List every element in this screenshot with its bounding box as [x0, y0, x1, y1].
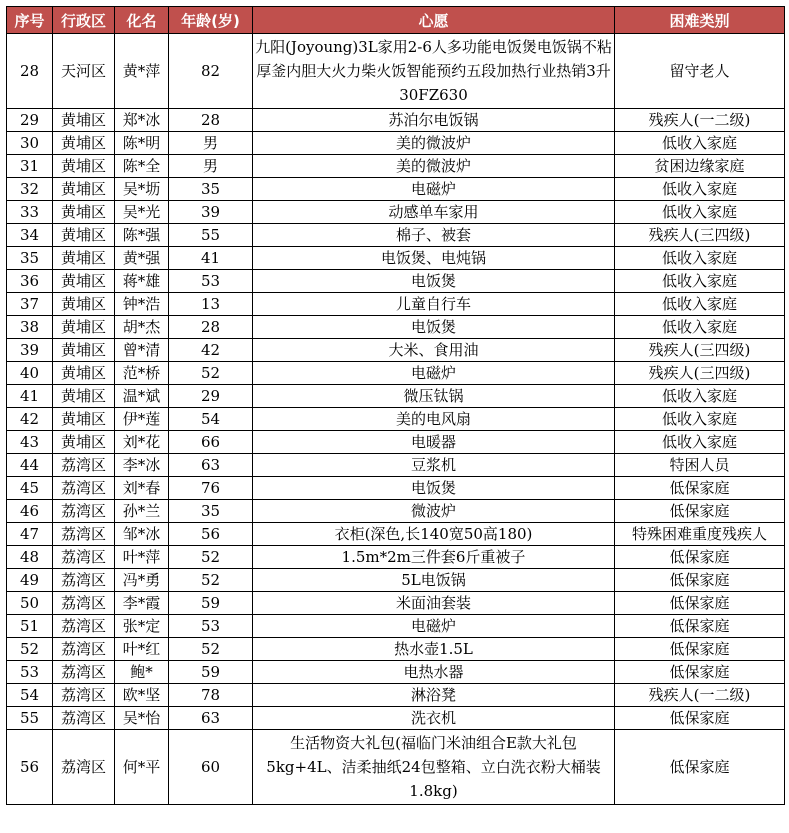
cell-age: 39 [169, 201, 253, 224]
cell-district: 荔湾区 [53, 730, 115, 805]
cell-age: 13 [169, 293, 253, 316]
cell-district: 荔湾区 [53, 500, 115, 523]
header-name: 化名 [115, 7, 169, 34]
table-row [7, 34, 785, 109]
cell-wish: 洗衣机 [253, 707, 615, 730]
cell-age: 男 [169, 132, 253, 155]
cell-age: 56 [169, 523, 253, 546]
cell-wish: 电磁炉 [253, 362, 615, 385]
table-row [7, 293, 785, 316]
cell-category: 低保家庭 [615, 661, 785, 684]
cell-wish: 1.5m*2m三件套6斤重被子 [253, 546, 615, 569]
cell-index: 35 [7, 247, 53, 270]
cell-wish: 电饭煲 [253, 477, 615, 500]
cell-district: 黄埔区 [53, 155, 115, 178]
cell-wish: 美的微波炉 [253, 132, 615, 155]
cell-district: 荔湾区 [53, 707, 115, 730]
table-row [7, 477, 785, 500]
cell-age: 35 [169, 500, 253, 523]
cell-name: 张*定 [115, 615, 169, 638]
cell-wish: 微波炉 [253, 500, 615, 523]
cell-district: 荔湾区 [53, 592, 115, 615]
cell-name: 黄*萍 [115, 34, 169, 109]
cell-wish: 动感单车家用 [253, 201, 615, 224]
cell-name: 蒋*雄 [115, 270, 169, 293]
cell-district: 黄埔区 [53, 247, 115, 270]
cell-name: 冯*勇 [115, 569, 169, 592]
cell-name: 欧*坚 [115, 684, 169, 707]
cell-name: 李*冰 [115, 454, 169, 477]
cell-wish: 电磁炉 [253, 178, 615, 201]
cell-category: 低收入家庭 [615, 385, 785, 408]
cell-index: 38 [7, 316, 53, 339]
table-row [7, 270, 785, 293]
table-row [7, 385, 785, 408]
cell-wish: 美的电风扇 [253, 408, 615, 431]
cell-category: 留守老人 [615, 34, 785, 109]
cell-age: 82 [169, 34, 253, 109]
table-row [7, 569, 785, 592]
table-body [7, 34, 785, 805]
table-row [7, 155, 785, 178]
cell-wish: 电饭煲 [253, 316, 615, 339]
cell-age: 76 [169, 477, 253, 500]
cell-district: 黄埔区 [53, 224, 115, 247]
cell-name: 陈*全 [115, 155, 169, 178]
table-row [7, 730, 785, 805]
table-row [7, 454, 785, 477]
cell-age: 63 [169, 454, 253, 477]
cell-wish: 电饭煲 [253, 270, 615, 293]
cell-wish: 淋浴凳 [253, 684, 615, 707]
cell-index: 40 [7, 362, 53, 385]
cell-district: 荔湾区 [53, 477, 115, 500]
cell-category: 低收入家庭 [615, 408, 785, 431]
cell-age: 52 [169, 569, 253, 592]
cell-index: 44 [7, 454, 53, 477]
cell-name: 温*斌 [115, 385, 169, 408]
cell-district: 荔湾区 [53, 684, 115, 707]
cell-district: 荔湾区 [53, 615, 115, 638]
table-row [7, 247, 785, 270]
header-age: 年龄(岁) [169, 7, 253, 34]
cell-wish: 电暖器 [253, 431, 615, 454]
cell-name: 何*平 [115, 730, 169, 805]
cell-category: 低保家庭 [615, 546, 785, 569]
cell-name: 吴*怡 [115, 707, 169, 730]
cell-age: 男 [169, 155, 253, 178]
cell-district: 荔湾区 [53, 638, 115, 661]
cell-age: 53 [169, 270, 253, 293]
cell-age: 60 [169, 730, 253, 805]
cell-index: 36 [7, 270, 53, 293]
cell-name: 伊*莲 [115, 408, 169, 431]
cell-wish: 米面油套装 [253, 592, 615, 615]
cell-category: 残疾人(三四级) [615, 362, 785, 385]
cell-wish: 电磁炉 [253, 615, 615, 638]
cell-name: 陈*明 [115, 132, 169, 155]
table-row [7, 592, 785, 615]
cell-index: 49 [7, 569, 53, 592]
cell-wish: 热水壶1.5L [253, 638, 615, 661]
cell-wish: 大米、食用油 [253, 339, 615, 362]
cell-district: 黄埔区 [53, 316, 115, 339]
cell-index: 51 [7, 615, 53, 638]
cell-wish: 棉子、被套 [253, 224, 615, 247]
cell-age: 59 [169, 592, 253, 615]
cell-category: 残疾人(一二级) [615, 684, 785, 707]
cell-wish: 儿童自行车 [253, 293, 615, 316]
cell-name: 范*桥 [115, 362, 169, 385]
cell-wish: 九阳(Joyoung)3L家用2-6人多功能电饭煲电饭锅不粘厚釜内胆大火力柴火饭智能预约五段加热行业热销3升30FZ630 [253, 34, 615, 109]
header-district: 行政区 [53, 7, 115, 34]
cell-age: 35 [169, 178, 253, 201]
cell-category: 低收入家庭 [615, 316, 785, 339]
cell-name: 邹*冰 [115, 523, 169, 546]
cell-district: 荔湾区 [53, 661, 115, 684]
table-row [7, 638, 785, 661]
table-row [7, 707, 785, 730]
cell-age: 59 [169, 661, 253, 684]
cell-name: 曾*清 [115, 339, 169, 362]
cell-index: 45 [7, 477, 53, 500]
header-category: 困难类别 [615, 7, 785, 34]
cell-wish: 衣柜(深色,长140宽50高180) [253, 523, 615, 546]
cell-name: 钟*浩 [115, 293, 169, 316]
table-row [7, 408, 785, 431]
cell-category: 贫困边缘家庭 [615, 155, 785, 178]
cell-category: 特殊困难重度残疾人 [615, 523, 785, 546]
cell-index: 30 [7, 132, 53, 155]
cell-age: 29 [169, 385, 253, 408]
cell-name: 郑*冰 [115, 109, 169, 132]
cell-category: 低保家庭 [615, 500, 785, 523]
cell-wish: 生活物资大礼包(福临门米油组合E款大礼包5kg+4L、洁柔抽纸24包整箱、立白洗衣粉大桶装1.8kg) [253, 730, 615, 805]
cell-wish: 微压钛锅 [253, 385, 615, 408]
cell-age: 52 [169, 638, 253, 661]
cell-index: 46 [7, 500, 53, 523]
header-row [7, 7, 785, 34]
cell-index: 50 [7, 592, 53, 615]
cell-district: 黄埔区 [53, 408, 115, 431]
cell-category: 低收入家庭 [615, 270, 785, 293]
cell-index: 56 [7, 730, 53, 805]
cell-district: 天河区 [53, 34, 115, 109]
cell-name: 吴*光 [115, 201, 169, 224]
cell-age: 54 [169, 408, 253, 431]
cell-wish: 美的微波炉 [253, 155, 615, 178]
cell-age: 41 [169, 247, 253, 270]
table-row [7, 362, 785, 385]
cell-index: 42 [7, 408, 53, 431]
cell-age: 42 [169, 339, 253, 362]
cell-category: 低保家庭 [615, 638, 785, 661]
cell-index: 32 [7, 178, 53, 201]
table-row [7, 178, 785, 201]
cell-name: 鲍* [115, 661, 169, 684]
table-row [7, 431, 785, 454]
cell-index: 52 [7, 638, 53, 661]
cell-category: 低收入家庭 [615, 247, 785, 270]
cell-district: 黄埔区 [53, 293, 115, 316]
cell-age: 52 [169, 546, 253, 569]
cell-index: 54 [7, 684, 53, 707]
cell-category: 残疾人(三四级) [615, 339, 785, 362]
cell-name: 刘*春 [115, 477, 169, 500]
cell-category: 低收入家庭 [615, 293, 785, 316]
cell-index: 43 [7, 431, 53, 454]
table-row [7, 523, 785, 546]
table-row [7, 615, 785, 638]
cell-district: 黄埔区 [53, 362, 115, 385]
cell-district: 黄埔区 [53, 178, 115, 201]
cell-district: 荔湾区 [53, 546, 115, 569]
cell-name: 叶*萍 [115, 546, 169, 569]
cell-category: 低保家庭 [615, 730, 785, 805]
cell-index: 39 [7, 339, 53, 362]
cell-district: 黄埔区 [53, 431, 115, 454]
header-index: 序号 [7, 7, 53, 34]
cell-index: 28 [7, 34, 53, 109]
cell-index: 37 [7, 293, 53, 316]
table-row [7, 201, 785, 224]
cell-category: 低保家庭 [615, 477, 785, 500]
cell-name: 刘*花 [115, 431, 169, 454]
cell-district: 黄埔区 [53, 132, 115, 155]
cell-category: 低保家庭 [615, 615, 785, 638]
cell-category: 低收入家庭 [615, 201, 785, 224]
cell-district: 黄埔区 [53, 270, 115, 293]
cell-district: 荔湾区 [53, 454, 115, 477]
cell-age: 52 [169, 362, 253, 385]
cell-wish: 电饭煲、电炖锅 [253, 247, 615, 270]
table-row [7, 661, 785, 684]
cell-age: 28 [169, 316, 253, 339]
cell-index: 31 [7, 155, 53, 178]
cell-category: 低收入家庭 [615, 178, 785, 201]
cell-name: 陈*强 [115, 224, 169, 247]
cell-district: 荔湾区 [53, 569, 115, 592]
cell-category: 低保家庭 [615, 592, 785, 615]
cell-wish: 苏泊尔电饭锅 [253, 109, 615, 132]
header-wish: 心愿 [253, 7, 615, 34]
cell-name: 黄*强 [115, 247, 169, 270]
cell-category: 特困人员 [615, 454, 785, 477]
cell-district: 黄埔区 [53, 339, 115, 362]
cell-index: 33 [7, 201, 53, 224]
table-row [7, 132, 785, 155]
table-row [7, 684, 785, 707]
cell-category: 残疾人(三四级) [615, 224, 785, 247]
cell-district: 黄埔区 [53, 109, 115, 132]
table-row [7, 500, 785, 523]
cell-age: 78 [169, 684, 253, 707]
cell-name: 叶*红 [115, 638, 169, 661]
cell-name: 吴*坜 [115, 178, 169, 201]
cell-index: 48 [7, 546, 53, 569]
table-header [7, 7, 785, 34]
cell-age: 66 [169, 431, 253, 454]
cell-age: 63 [169, 707, 253, 730]
cell-index: 47 [7, 523, 53, 546]
cell-district: 黄埔区 [53, 201, 115, 224]
cell-index: 41 [7, 385, 53, 408]
cell-category: 低收入家庭 [615, 431, 785, 454]
cell-name: 胡*杰 [115, 316, 169, 339]
wish-list-table [6, 6, 785, 805]
cell-age: 55 [169, 224, 253, 247]
table-row [7, 224, 785, 247]
cell-wish: 豆浆机 [253, 454, 615, 477]
table-row [7, 109, 785, 132]
cell-category: 低保家庭 [615, 569, 785, 592]
cell-wish: 电热水器 [253, 661, 615, 684]
cell-district: 荔湾区 [53, 523, 115, 546]
table-row [7, 546, 785, 569]
cell-category: 低保家庭 [615, 707, 785, 730]
cell-index: 53 [7, 661, 53, 684]
table-row [7, 339, 785, 362]
cell-name: 李*霞 [115, 592, 169, 615]
cell-index: 29 [7, 109, 53, 132]
cell-index: 34 [7, 224, 53, 247]
table-row [7, 316, 785, 339]
cell-name: 孙*兰 [115, 500, 169, 523]
cell-district: 黄埔区 [53, 385, 115, 408]
cell-index: 55 [7, 707, 53, 730]
cell-category: 低收入家庭 [615, 132, 785, 155]
cell-category: 残疾人(一二级) [615, 109, 785, 132]
cell-age: 28 [169, 109, 253, 132]
cell-wish: 5L电饭锅 [253, 569, 615, 592]
cell-age: 53 [169, 615, 253, 638]
